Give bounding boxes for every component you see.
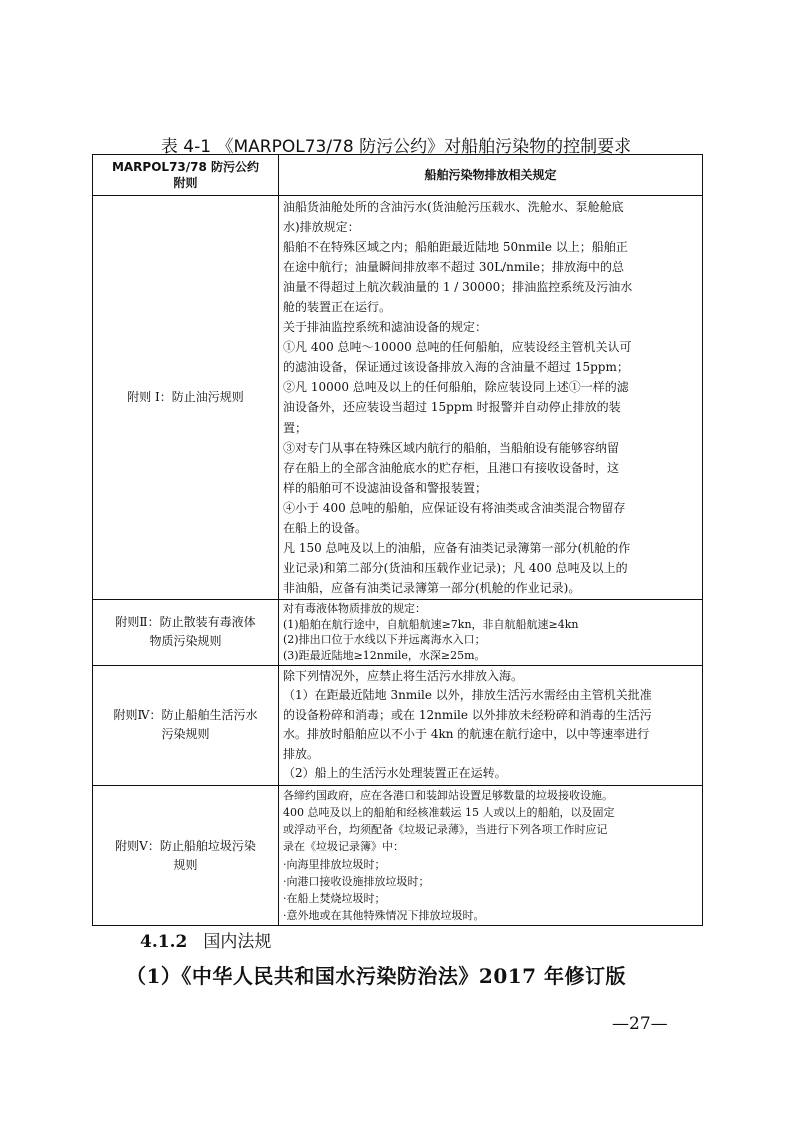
rule-line: ④小于 400 总吨的船舶，应保证设有将油类或含油类混合物留存 xyxy=(283,500,626,515)
header-annex-line1: MARPOL73/78 防污公约 xyxy=(111,160,260,174)
rule-line: ·向港口接收设施排放垃圾时； xyxy=(283,874,430,888)
header-annex-line2: 附则 xyxy=(173,176,198,190)
annex-label: 附则Ⅳ：防止船舶生活污水 xyxy=(113,708,258,723)
rule-line: （2）船上的生活污水处理装置正在运转。 xyxy=(283,766,507,781)
rule-line: 在船上的设备。 xyxy=(283,520,368,535)
rule-line: 样的船舶可不设滤油设备和警报装置； xyxy=(283,480,488,495)
section-number: 4.1.2 xyxy=(140,932,188,952)
rule-line: ③对专门从事在特殊区域内航行的船舶，当船舶设有能够容纳留 xyxy=(283,440,620,455)
law-title: （1）《中华人民共和国水污染防治法》2017 年修订版 xyxy=(126,964,627,988)
rule-line: 的滤油设备，保证通过该设备排放入海的含油量不超过 15ppm； xyxy=(283,360,629,375)
rules-cell xyxy=(279,599,703,665)
rule-line: 的设备粉碎和消毒；或在 12nmile 以外排放未经粉碎和消毒的生活污 xyxy=(283,707,652,722)
table-row xyxy=(93,785,703,926)
rule-line: (3)距最近陆地≥12nmile，水深≥25m。 xyxy=(283,649,486,663)
rules-cell xyxy=(279,665,703,785)
rule-line: ①凡 400 总吨～10000 总吨的任何船舶，应装设经主管机关认可 xyxy=(283,340,632,355)
rule-line: 关于排油监控系统和滤油设备的规定： xyxy=(283,320,488,335)
rule-line: 船舶不在特殊区域之内；船舶距最近陆地 50nmile 以上；船舶正 xyxy=(283,240,628,255)
page-number: —27— xyxy=(612,1014,668,1034)
rule-line: 水。排放时船舶应以不小于 4kn 的航速在航行途中，以中等速率进行 xyxy=(283,727,650,742)
annex-label: 物质污染规则 xyxy=(149,634,222,649)
rule-line: 油量不得超过上航次载油量的 1 / 30000；排油监控系统及污油水 xyxy=(283,280,633,295)
rule-line: ·向海里排放垃圾时； xyxy=(283,857,386,871)
rule-line: 或浮动平台，均须配备《垃圾记录薄》，当进行下列各项工作时应记 xyxy=(283,823,608,837)
table-row xyxy=(93,599,703,665)
annex-cell xyxy=(93,785,279,926)
rule-line: 油船货油舱处所的含油污水(货油舱污压载水、洗舱水、泵舱舱底 xyxy=(283,200,624,214)
annex-label: 规则 xyxy=(173,857,198,872)
header-rules: 船舶污染物排放相关规定 xyxy=(279,155,703,196)
section-title: 国内法规 xyxy=(203,932,272,952)
rule-line: 对有毒液体物质排放的规定： xyxy=(283,601,426,615)
header-annex xyxy=(93,155,279,196)
rule-line: (2)排出口位于水线以下并远离海水入口； xyxy=(283,633,486,647)
section-heading xyxy=(140,927,271,952)
rules-cell xyxy=(279,785,703,926)
rule-line: 存在船上的全部含油舱底水的贮存柜，且港口有接收设备时，这 xyxy=(283,460,620,475)
rule-line: 舱的装置正在运行。 xyxy=(283,300,392,315)
rules-cell xyxy=(279,196,703,600)
rule-line: 水)排放规定： xyxy=(283,220,360,235)
annex-cell xyxy=(93,599,279,665)
rule-line: 录在《垃圾记录簿》中： xyxy=(283,840,404,854)
rule-line: ·意外地或在其他特殊情况下排放垃圾时。 xyxy=(283,909,485,923)
rule-line: ·在船上焚烧垃圾时； xyxy=(283,891,386,905)
annex-label: 附则 I：防止油污规则 xyxy=(127,389,244,404)
table-row xyxy=(93,665,703,785)
marpol-regulation-table xyxy=(92,154,703,926)
rule-line: 非油船，应备有油类记录簿第一部分(机舱的作业记录)。 xyxy=(283,580,581,595)
annex-label: 附则Ⅱ：防止散装有毒液体 xyxy=(115,615,256,630)
rule-line: ②凡 10000 总吨及以上的任何船舶，除应装设同上述①一样的滤 xyxy=(283,380,629,395)
rule-line: (1)船舶在航行途中，自航船航速≥7kn，非自航船航速≥4kn xyxy=(283,617,579,631)
rule-line: 除下列情况外，应禁止将生活污水排放入海。 xyxy=(283,668,524,683)
rule-line: 排放。 xyxy=(283,746,320,761)
table-header-row xyxy=(93,155,703,196)
rule-line: 油设备外，还应装设当超过 15ppm 时报警并自动停止排放的装 xyxy=(283,400,621,415)
rule-line: 400 总吨及以上的船舶和经核准载运 15 人或以上的船舶，以及固定 xyxy=(283,805,615,819)
rule-line: 业记录)和第二部分(货油和压载作业记录)；凡 400 总吨及以上的 xyxy=(283,560,628,575)
annex-cell xyxy=(93,665,279,785)
annex-cell xyxy=(93,196,279,600)
rule-line: 置； xyxy=(283,420,308,435)
table-caption: 表 4-1 《MARPOL73/78 防污公约》对船舶污染物的控制要求 xyxy=(160,137,632,157)
rule-line: 凡 150 总吨及以上的油船，应备有油类记录簿第一部分(机舱的作 xyxy=(283,540,631,555)
annex-label: 污染规则 xyxy=(161,727,210,742)
annex-label: 附则Ⅴ：防止船舶垃圾污染 xyxy=(115,838,256,853)
table-row xyxy=(93,196,703,600)
rule-line: 各缔约国政府，应在各港口和装卸站设置足够数量的垃圾接收设施。 xyxy=(283,788,613,802)
rule-line: 在途中航行；油量瞬间排放率不超过 30L/nmile；排放海中的总 xyxy=(283,260,624,275)
rule-line: （1）在距最近陆地 3nmile 以外，排放生活污水需经由主管机关批准 xyxy=(283,688,652,703)
